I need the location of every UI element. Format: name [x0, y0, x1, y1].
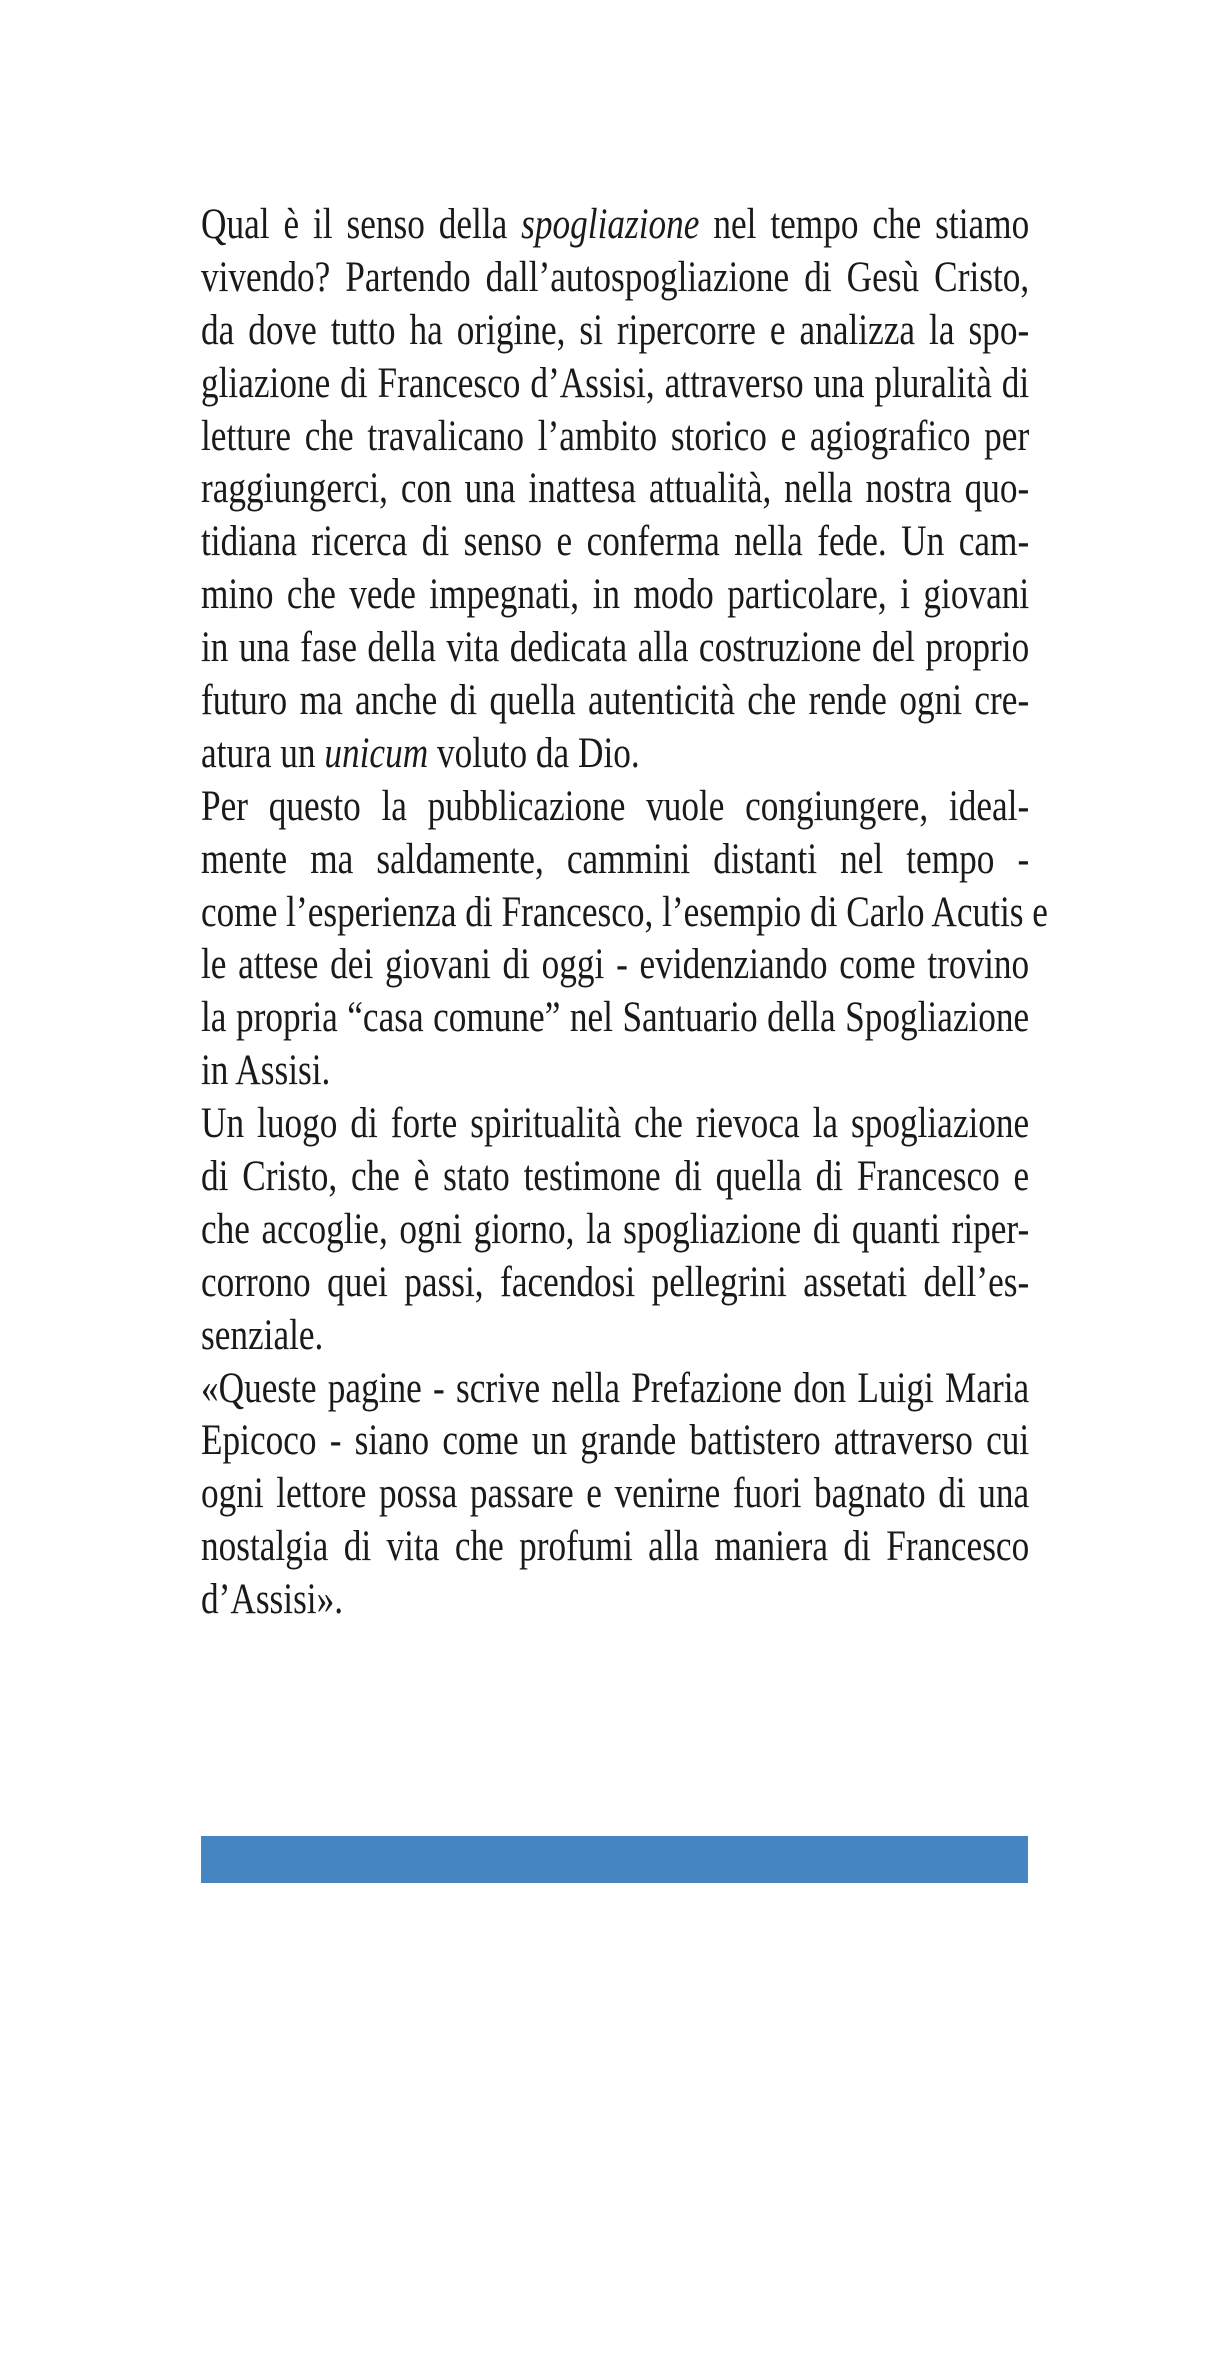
text-line-content — [201, 781, 1029, 834]
text-segment: che accoglie, ogni giorno, la spogliazione di quanti riper- — [201, 1205, 1030, 1253]
text-line-content — [201, 1257, 1029, 1310]
text-line — [201, 728, 1029, 781]
text-segment: atura un — [201, 729, 325, 777]
text-line — [201, 305, 1029, 358]
text-line — [201, 199, 1029, 252]
text-segment: mino che vede impegnati, in modo particolare, i giovani — [201, 571, 1030, 619]
text-segment: nostalgia di vita che profumi alla maniera di Francesco — [201, 1523, 1030, 1571]
text-line — [201, 358, 1029, 411]
text-line-content — [201, 834, 1029, 887]
text-line-content — [201, 305, 1029, 358]
text-line-content — [201, 358, 1029, 411]
text-line-content — [201, 675, 1029, 728]
text-line — [201, 1521, 1029, 1574]
text-line — [201, 1045, 1029, 1098]
text-segment: ogni lettore possa passare e venirne fuori bagnato di una — [201, 1470, 1030, 1518]
text-line — [201, 411, 1029, 464]
text-line — [201, 569, 1029, 622]
text-line-content — [201, 516, 1029, 569]
text-line — [201, 1257, 1029, 1310]
text-line-content — [201, 1045, 1029, 1098]
text-segment: corrono quei passi, facendosi pellegrini assetati dell’es- — [201, 1258, 1030, 1306]
text-line-content — [201, 622, 1029, 675]
italic-term: spogliazione — [521, 201, 700, 248]
text-line-content — [201, 887, 1048, 940]
text-segment: mente ma saldamente, cammini distanti nel tempo - — [201, 835, 1030, 883]
text-line — [201, 1098, 1029, 1151]
text-line-content — [201, 728, 1029, 781]
text-line — [201, 1204, 1029, 1257]
text-line — [201, 1415, 1029, 1468]
text-segment: gliazione di Francesco d’Assisi, attraverso una pluralità di — [201, 359, 1030, 407]
text-line-content — [201, 1521, 1029, 1574]
text-line-content — [201, 1574, 1029, 1627]
text-segment: la propria “casa comune” nel Santuario della Spogliazione — [201, 994, 1030, 1042]
paragraph — [201, 781, 1048, 1098]
text-line-content — [201, 1468, 1029, 1521]
decorative-blue-bar — [201, 1836, 1028, 1883]
paragraph — [201, 1363, 1029, 1627]
text-line-content — [201, 463, 1029, 516]
text-line — [201, 992, 1029, 1045]
text-segment: d’Assisi». — [201, 1576, 344, 1624]
text-line — [201, 516, 1029, 569]
text-line-content — [201, 1310, 1029, 1363]
text-line — [201, 834, 1029, 887]
text-line — [201, 1574, 1029, 1627]
text-segment: tidiana ricerca di senso e conferma nella fede. Un cam- — [201, 518, 1030, 566]
text-segment: Qual è il senso della — [201, 201, 522, 248]
text-segment: raggiungerci, con una inattesa attualità, nella nostra quo- — [201, 465, 1030, 513]
text-line — [201, 1310, 1029, 1363]
text-line-content — [201, 411, 1029, 464]
text-line — [201, 1151, 1029, 1204]
text-segment: le attese dei giovani di oggi - evidenziando come trovino — [201, 941, 1030, 989]
text-line — [201, 463, 1029, 516]
back-cover-blurb — [201, 199, 1048, 1627]
text-line-content — [201, 1098, 1029, 1151]
text-segment: Epicoco - siano come un grande battistero attraverso cui — [201, 1417, 1030, 1465]
text-line — [201, 781, 1029, 834]
text-line — [201, 939, 1029, 992]
text-line-content — [201, 992, 1029, 1045]
text-segment: di Cristo, che è stato testimone di quella di Francesco e — [201, 1153, 1030, 1201]
text-segment: in una fase della vita dedicata alla costruzione del proprio — [201, 624, 1030, 672]
text-segment: futuro ma anche di quella autenticità che rende ogni cre- — [201, 677, 1030, 725]
text-line — [201, 675, 1029, 728]
text-line-content — [201, 1415, 1029, 1468]
text-line-content — [201, 1151, 1029, 1204]
text-segment: da dove tutto ha origine, si ripercorre e analizza la spo- — [201, 306, 1030, 354]
text-line-content — [201, 939, 1029, 992]
paragraph — [201, 199, 1029, 781]
text-line — [201, 887, 1048, 940]
italic-term: unicum — [324, 729, 429, 777]
text-line — [201, 252, 1029, 305]
text-line — [201, 1468, 1029, 1521]
text-line-content — [201, 569, 1029, 622]
text-line-content — [201, 252, 1029, 305]
text-segment: letture che travalicano l’ambito storico e agiografico per — [201, 412, 1030, 460]
text-segment: voluto da Dio. — [428, 729, 640, 777]
text-line-content — [201, 1363, 1029, 1416]
text-segment: «Queste pagine - scrive nella Prefazione don Luigi Maria — [201, 1364, 1030, 1412]
text-segment: come l’esperienza di Francesco, l’esempio di Carlo Acutis e — [201, 888, 1048, 936]
text-segment: Un luogo di forte spiritualità che rievoca la spogliazione — [201, 1100, 1030, 1148]
text-segment: vivendo? Partendo dall’autospogliazione di Gesù Cristo, — [201, 253, 1030, 301]
text-line-content — [201, 199, 1029, 252]
text-line — [201, 622, 1029, 675]
paragraph — [201, 1098, 1029, 1362]
text-segment: Per questo la pubblicazione vuole congiungere, ideal- — [201, 782, 1030, 830]
text-segment: in Assisi. — [201, 1047, 331, 1095]
text-segment: senziale. — [201, 1311, 324, 1359]
text-line — [201, 1363, 1029, 1416]
text-line-content — [201, 1204, 1029, 1257]
text-segment: nel tempo che stiamo — [699, 201, 1030, 248]
